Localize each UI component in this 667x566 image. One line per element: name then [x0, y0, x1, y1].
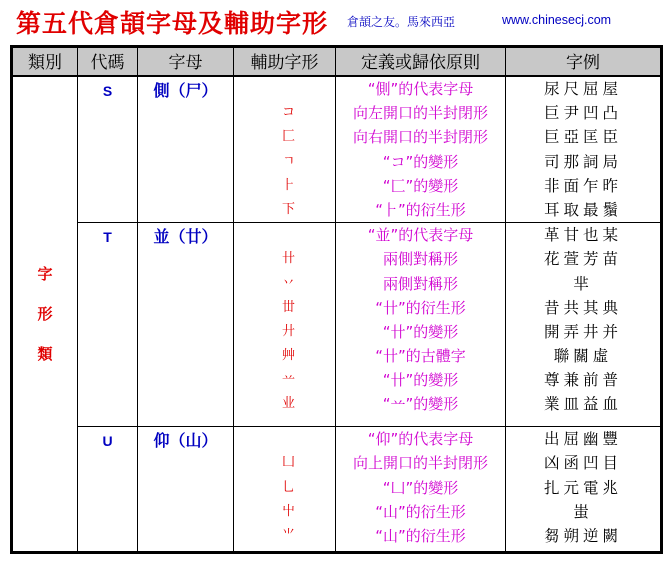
definition-text: “側”的代表字母 — [367, 80, 474, 98]
aux-glyph: ⺊ — [281, 177, 295, 193]
page-title: 第五代倉頡字母及輔助字形 — [16, 9, 329, 38]
definition-cell — [336, 427, 506, 553]
example-chars: 巨亞匡臣 — [543, 128, 622, 147]
aux-glyph — [234, 77, 335, 101]
definition-text: 向上開口的半封閉形 — [352, 454, 488, 473]
aux-glyph: ㄱ — [282, 153, 295, 169]
code-value: S — [102, 83, 113, 99]
radical-cell — [138, 223, 234, 427]
example-chars: 昔共其典 — [543, 298, 622, 317]
aux-glyph: 廾 — [281, 323, 295, 339]
definition-text: “卄”的變形 — [382, 371, 459, 390]
aux-glyph: 艸 — [281, 348, 295, 364]
code-value: U — [102, 433, 113, 450]
table-row — [12, 427, 662, 553]
aux-cell — [234, 76, 336, 223]
radical-value: 並（廿） — [153, 227, 218, 247]
code-cell — [78, 427, 138, 553]
definition-text: “コ”的變形 — [382, 152, 459, 171]
aux-glyph: 业 — [281, 396, 295, 412]
aux-glyph: 丷 — [281, 275, 295, 291]
table-body — [12, 76, 662, 553]
aux-cell — [234, 427, 336, 553]
table-row — [12, 223, 662, 427]
definition-text: “⺊”的衍生形 — [375, 200, 466, 219]
definition-text: 向左開口的半封閉形 — [352, 104, 488, 123]
category-char: 類 — [37, 345, 53, 364]
definition-text: “卄”的變形 — [382, 322, 459, 341]
header — [0, 0, 667, 44]
code-cell — [78, 76, 138, 223]
site-subtitle: 倉頡之友。馬來西亞 — [347, 15, 456, 29]
definition-cell — [336, 223, 506, 427]
example-chars: 芻朔逆闕 — [543, 526, 622, 545]
example-chars: 革甘也某 — [543, 226, 622, 245]
example-chars: 扎元電兆 — [543, 478, 622, 497]
aux-glyph: 下 — [281, 201, 295, 217]
category-char: 字 — [37, 265, 53, 284]
definition-text: “山”的衍生形 — [375, 526, 466, 545]
radical-table — [10, 45, 663, 554]
definition-cell — [336, 76, 506, 223]
aux-glyph: コ — [281, 105, 295, 121]
radical-cell — [138, 76, 234, 223]
example-chars: 司那詞局 — [543, 152, 622, 171]
aux-glyph — [234, 427, 335, 451]
aux-glyph: 乚 — [281, 479, 295, 495]
col-header-radical: 字母 — [138, 47, 234, 77]
examples-cell — [506, 223, 662, 427]
col-header-examples: 字例 — [506, 47, 662, 77]
radical-cell — [138, 427, 234, 553]
site-url-link[interactable]: www.chinesecj.com — [502, 13, 612, 27]
aux-glyph — [234, 223, 335, 247]
aux-glyph: 卄 — [281, 251, 295, 267]
category-char: 形 — [37, 305, 53, 324]
col-header-definition: 定義或歸依原則 — [336, 47, 506, 77]
example-chars: 出屈幽豐 — [543, 430, 622, 449]
example-chars: 業皿益血 — [543, 395, 622, 414]
example-chars: 尊兼前普 — [543, 371, 622, 390]
examples-cell — [506, 76, 662, 223]
aux-glyph: 凵 — [281, 455, 295, 471]
definition-text: “凵”的變形 — [382, 478, 459, 497]
col-header-code: 代碼 — [78, 47, 138, 77]
aux-glyph: 匚 — [281, 129, 295, 145]
example-chars: 蚩 — [573, 502, 593, 521]
definition-text: “仰”的代表字母 — [367, 430, 474, 449]
aux-glyph: ⺌ — [281, 527, 295, 543]
radical-value: 仰（山） — [153, 431, 218, 451]
table-header — [12, 47, 662, 77]
definition-text: “卄”的古體字 — [375, 347, 466, 366]
example-chars: 凶函凹目 — [543, 454, 622, 473]
radical-value: 側（尸） — [153, 81, 218, 100]
aux-cell — [234, 223, 336, 427]
example-chars: 非面乍昨 — [543, 176, 622, 195]
definition-text: “卄”的衍生形 — [375, 298, 466, 317]
col-header-auxiliary: 輔助字形 — [234, 47, 336, 77]
definition-text: “山”的衍生形 — [375, 502, 466, 521]
aux-glyph: 丗 — [281, 299, 295, 315]
example-chars: 尿尺屈屋 — [543, 80, 622, 98]
example-chars: 花萱芳苗 — [543, 250, 622, 269]
example-chars: 巨尹凹凸 — [543, 104, 622, 123]
definition-text: 向右開口的半封閉形 — [352, 128, 488, 147]
col-header-category: 類別 — [12, 47, 78, 77]
code-cell — [78, 223, 138, 427]
example-chars: 芈 — [573, 274, 593, 293]
definition-text: 兩側對稱形 — [382, 250, 458, 269]
definition-text: “䒑”的變形 — [382, 395, 459, 414]
category-cell — [12, 76, 78, 553]
example-chars: 開弄井并 — [543, 322, 622, 341]
aux-glyph: 䒑 — [281, 372, 295, 388]
examples-cell — [506, 427, 662, 553]
definition-text: “並”的代表字母 — [367, 226, 474, 245]
example-chars: 聯關虛 — [553, 347, 613, 366]
code-value: T — [103, 229, 112, 246]
aux-glyph: 屮 — [281, 503, 295, 519]
example-chars: 耳取最鬚 — [543, 200, 622, 219]
table-row — [12, 76, 662, 223]
definition-text: 兩側對稱形 — [382, 274, 458, 293]
definition-text: “匚”的變形 — [382, 176, 459, 195]
